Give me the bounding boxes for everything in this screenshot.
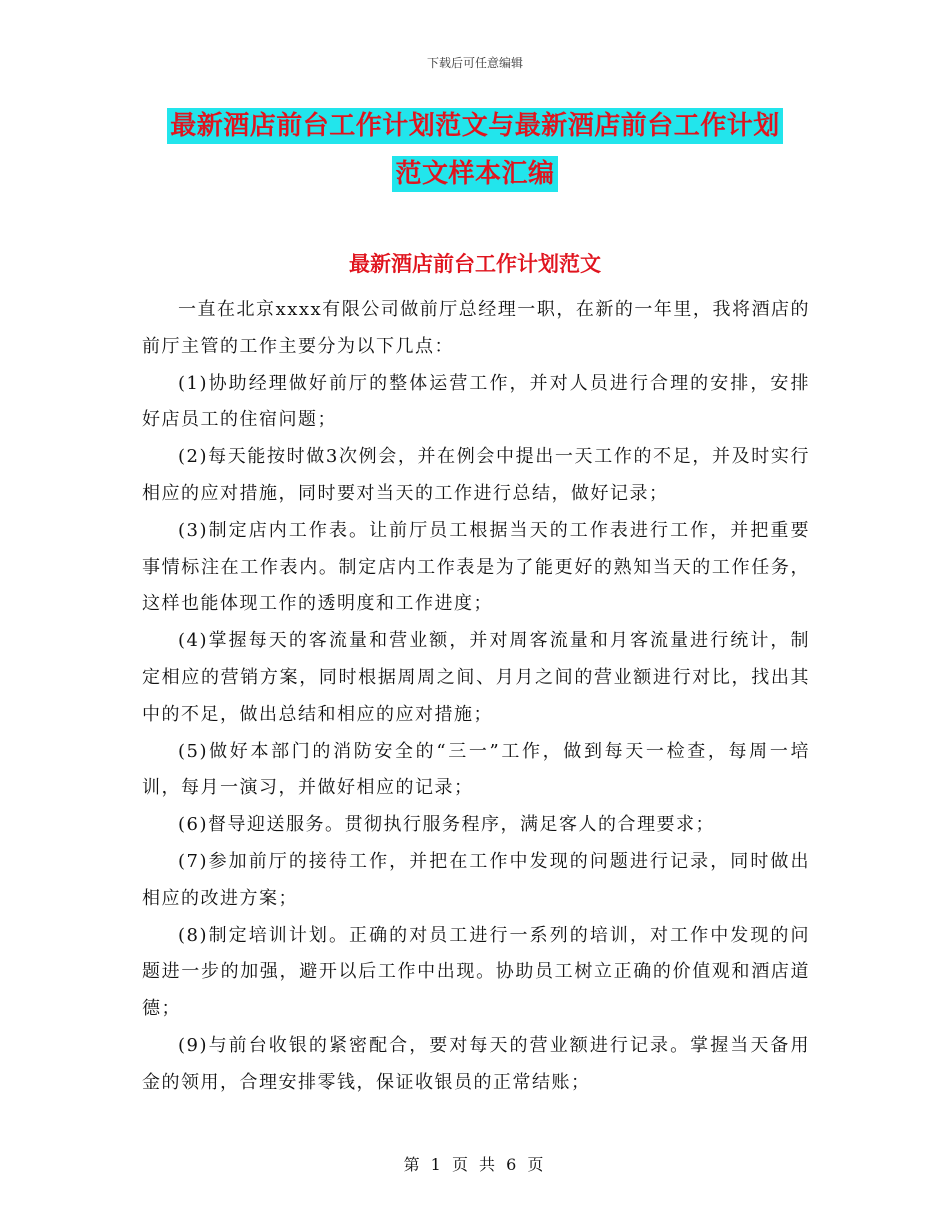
document-title xyxy=(0,108,950,192)
title-line-2: 范文样本汇编 xyxy=(392,156,557,192)
paragraph-item-9: (9)与前台收银的紧密配合，要对每天的营业额进行记录。掌握当天备用金的领用，合理安排零钱，保证收银员的正常结账； xyxy=(142,1034,810,1093)
section-heading: 最新酒店前台工作计划范文 xyxy=(349,252,601,276)
page-number: 第 1 页 共 6 页 xyxy=(403,1155,547,1174)
paragraph-item-2: (2)每天能按时做3次例会，并在例会中提出一天工作的不足，并及时实行相应的应对措施，同时要对当天的工作进行总结，做好记录； xyxy=(142,446,810,504)
paragraph-item-8: (8)制定培训计划。正确的对员工进行一系列的培训，对工作中发现的问题进一步的加强，避开以后工作中出现。协助员工树立正确的价值观和酒店道德； xyxy=(142,924,810,1020)
paragraph-item-7: (7)参加前厅的接待工作，并把在工作中发现的问题进行记录，同时做出相应的改进方案； xyxy=(142,850,810,909)
paragraph-item-3: (3)制定店内工作表。让前厅员工根据当天的工作表进行工作，并把重要事情标注在工作表内。制定店内工作表是为了能更好的熟知当天的工作任务，这样也能体现工作的透明度和工作进度； xyxy=(142,519,810,615)
paragraph-item-1: (1)协助经理做好前厅的整体运营工作，并对人员进行合理的安排，安排好店员工的住宿问题； xyxy=(142,372,810,431)
body-text xyxy=(142,292,810,1102)
paragraph-intro: 一直在北京xxxx有限公司做前厅总经理一职，在新的一年里，我将酒店的前厅主管的工作主要分为以下几点： xyxy=(142,299,810,357)
header-note: 下载后可任意编辑 xyxy=(426,56,523,70)
paragraph-item-4: (4)掌握每天的客流量和营业额，并对周客流量和月客流量进行统计，制定相应的营销方案，同时根据周周之间、月月之间的营业额进行对比，找出其中的不足，做出总结和相应的应对措施； xyxy=(142,630,810,725)
paragraph-item-6: (6)督导迎送服务。贯彻执行服务程序，满足客人的合理要求； xyxy=(178,814,715,836)
title-line-1: 最新酒店前台工作计划范文与最新酒店前台工作计划 xyxy=(167,108,783,144)
paragraph-item-5: (5)做好本部门的消防安全的“三一”工作，做到每天一检查，每周一培训，每月一演习，并做好相应的记录； xyxy=(142,740,810,799)
